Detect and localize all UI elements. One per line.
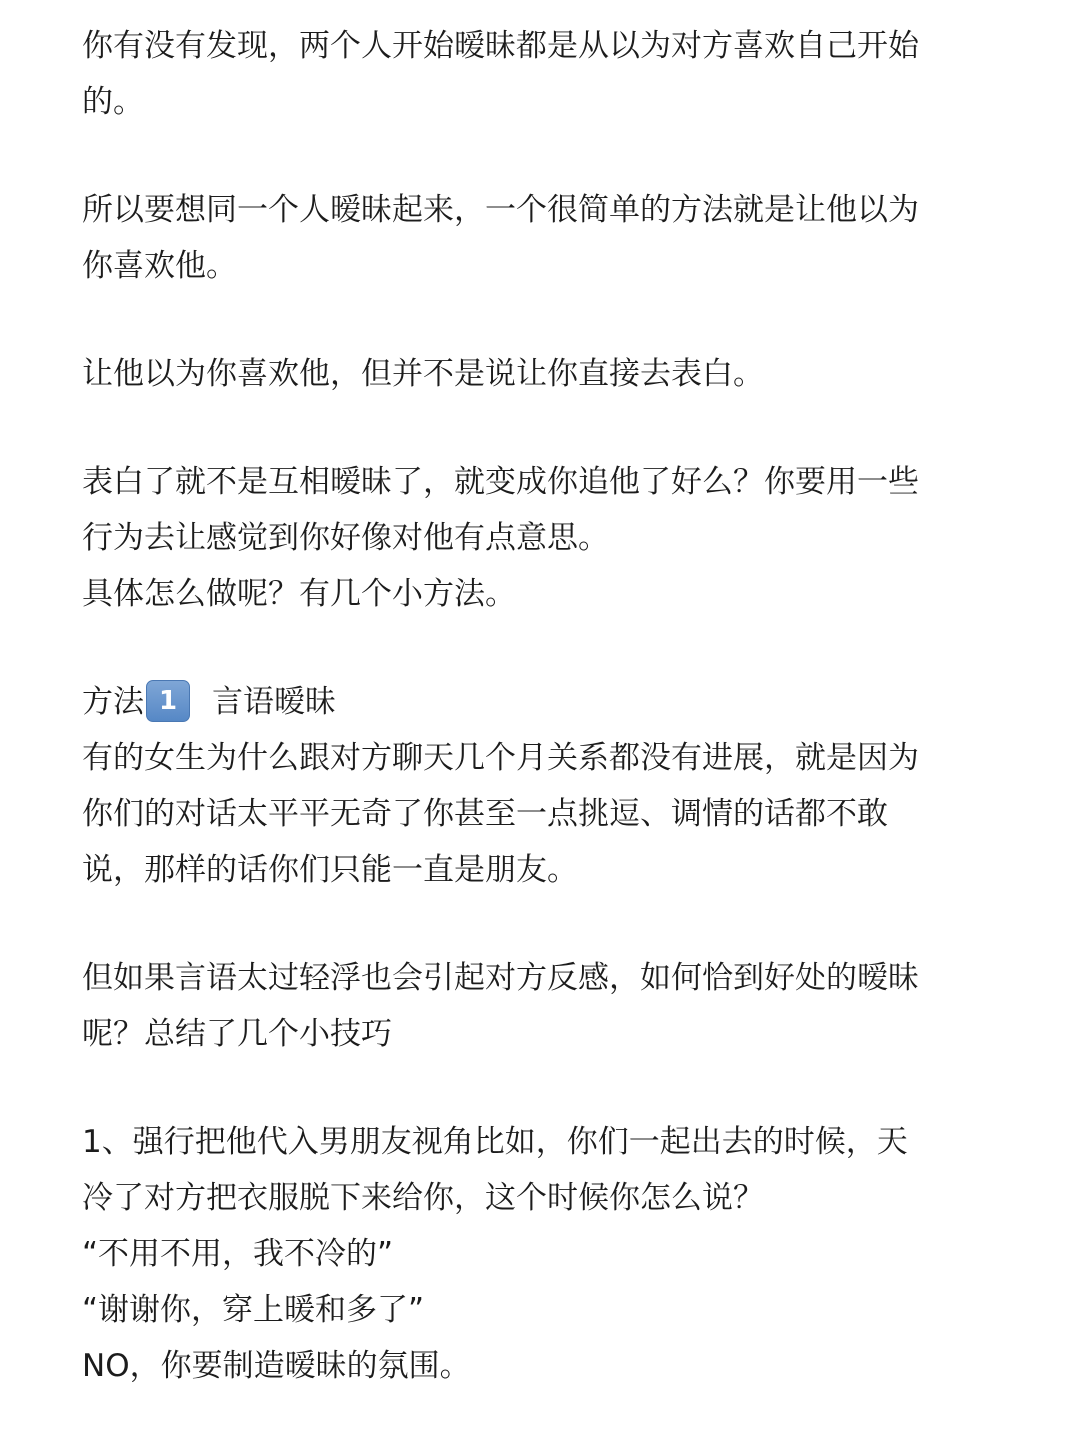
text-line: 你们的对话太平平无奇了你甚至一点挑逗、调情的话都不敢: [82, 796, 888, 832]
tip-1-section: [82, 1114, 1030, 1394]
text-line: 说，那样的话你们只能一直是朋友。: [82, 852, 578, 888]
text-line: 让他以为你喜欢他，但并不是说让你直接去表白。: [82, 356, 764, 392]
method-1-section: [82, 674, 1030, 898]
method-title: 言语暧昧: [212, 684, 336, 720]
quote-line: “不用不用，我不冷的”: [82, 1236, 394, 1272]
text-line: 呢？总结了几个小技巧: [82, 1016, 392, 1052]
paragraph-5: [82, 950, 1030, 1062]
text-line: 表白了就不是互相暧昧了，就变成你追他了好么？你要用一些: [82, 464, 919, 500]
text-line: 你喜欢他。: [82, 248, 237, 284]
paragraph-4: [82, 454, 1030, 622]
paragraph-3: [82, 346, 1030, 402]
text-line: 冷了对方把衣服脱下来给你，这个时候你怎么说？: [82, 1180, 764, 1216]
method-prefix: 方法: [82, 684, 144, 720]
text-line: 的。: [82, 84, 144, 120]
text-line: 有的女生为什么跟对方聊天几个月关系都没有进展，就是因为: [82, 740, 919, 776]
text-line: 具体怎么做呢？有几个小方法。: [82, 576, 516, 612]
keycap-number-icon: 1: [146, 680, 190, 722]
method-1-heading: [82, 674, 1030, 730]
paragraph-2: [82, 182, 1030, 294]
text-line: 但如果言语太过轻浮也会引起对方反感，如何恰到好处的暧昧: [82, 960, 919, 996]
text-line: 1、强行把他代入男朋友视角比如，你们一起出去的时候，天: [82, 1124, 908, 1160]
quote-line: “谢谢你，穿上暖和多了”: [82, 1292, 425, 1328]
text-line: 所以要想同一个人暧昧起来，一个很简单的方法就是让他以为: [82, 192, 919, 228]
text-line: 行为去让感觉到你好像对他有点意思。: [82, 520, 609, 556]
paragraph-1: [82, 18, 1030, 130]
text-line: 你有没有发现，两个人开始暧昧都是从以为对方喜欢自己开始: [82, 28, 919, 64]
text-line: NO，你要制造暧昧的氛围。: [82, 1348, 471, 1384]
